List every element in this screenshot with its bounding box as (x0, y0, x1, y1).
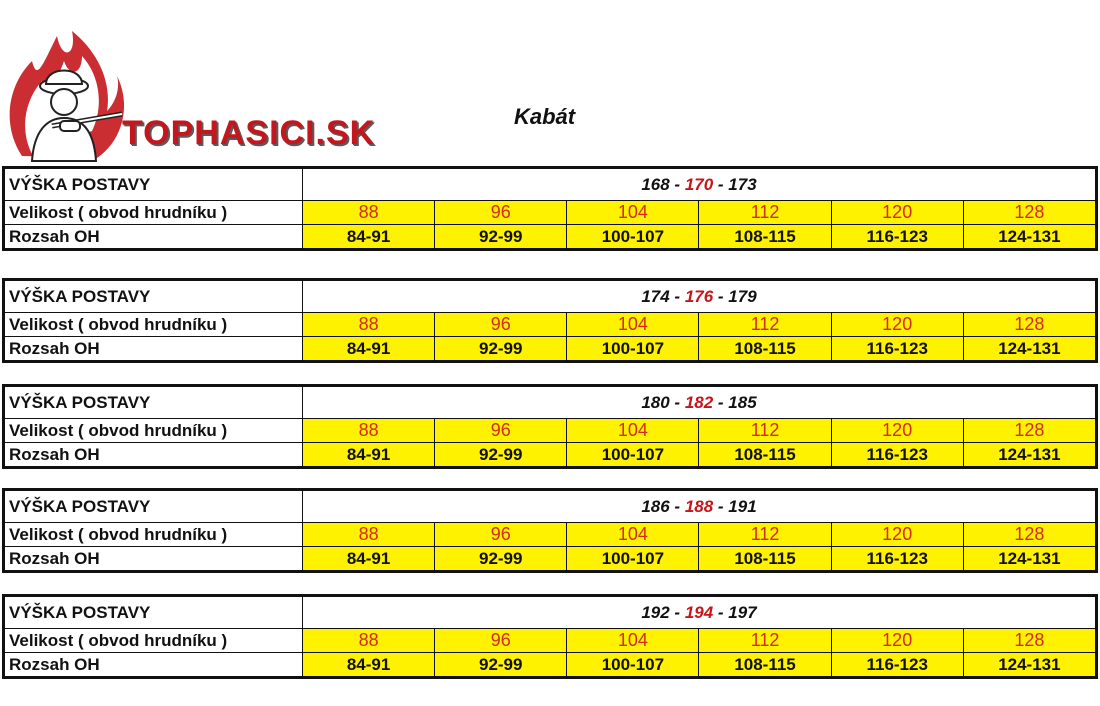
size-row (5, 201, 1096, 225)
oh-range-value: 116-123 (831, 653, 963, 677)
size-value: 104 (567, 629, 699, 653)
size-label: Velikost ( obvod hrudníku ) (5, 523, 303, 547)
size-value: 112 (699, 419, 831, 443)
size-label: Velikost ( obvod hrudníku ) (5, 313, 303, 337)
size-value: 128 (963, 523, 1095, 547)
height-row (5, 597, 1096, 629)
page-title: Kabát (514, 104, 576, 129)
size-table-grid (4, 280, 1096, 361)
size-value: 96 (435, 419, 567, 443)
size-value: 88 (303, 419, 435, 443)
size-value: 96 (435, 313, 567, 337)
size-value: 104 (567, 523, 699, 547)
oh-range-row (5, 443, 1096, 467)
size-row (5, 523, 1096, 547)
size-table-grid (4, 490, 1096, 571)
oh-range-value: 124-131 (963, 443, 1095, 467)
oh-range-value: 84-91 (303, 443, 435, 467)
oh-range-value: 100-107 (567, 547, 699, 571)
size-value: 104 (567, 313, 699, 337)
oh-range-row (5, 653, 1096, 677)
height-label: VÝŠKA POSTAVY (5, 169, 303, 201)
range-label: Rozsah OH (5, 225, 303, 249)
size-row (5, 313, 1096, 337)
size-table-4 (2, 488, 1098, 573)
oh-range-value: 84-91 (303, 653, 435, 677)
size-label: Velikost ( obvod hrudníku ) (5, 629, 303, 653)
height-high: - 179 (713, 286, 757, 306)
oh-range-value: 100-107 (567, 443, 699, 467)
oh-range-value: 116-123 (831, 547, 963, 571)
oh-range-value: 84-91 (303, 225, 435, 249)
size-value: 128 (963, 201, 1095, 225)
size-value: 96 (435, 523, 567, 547)
size-value: 120 (831, 313, 963, 337)
size-value: 112 (699, 313, 831, 337)
height-low: 192 - (641, 602, 685, 622)
size-table-grid (4, 596, 1096, 677)
oh-range-value: 124-131 (963, 225, 1095, 249)
height-range (303, 169, 1096, 201)
size-value: 120 (831, 629, 963, 653)
size-value: 120 (831, 419, 963, 443)
size-value: 88 (303, 523, 435, 547)
height-low: 168 - (641, 174, 685, 194)
brand-name: TOPHASICI.SK (122, 114, 376, 152)
size-table-2 (2, 278, 1098, 363)
oh-range-value: 100-107 (567, 337, 699, 361)
size-value: 96 (435, 629, 567, 653)
oh-range-value: 108-115 (699, 225, 831, 249)
range-label: Rozsah OH (5, 443, 303, 467)
height-mid: 188 (684, 496, 714, 516)
oh-range-value: 124-131 (963, 337, 1095, 361)
size-row (5, 629, 1096, 653)
size-row (5, 419, 1096, 443)
size-value: 112 (699, 201, 831, 225)
oh-range-value: 92-99 (435, 225, 567, 249)
oh-range-value: 92-99 (435, 337, 567, 361)
range-label: Rozsah OH (5, 653, 303, 677)
height-high: - 173 (713, 174, 757, 194)
oh-range-value: 108-115 (699, 443, 831, 467)
oh-range-value: 116-123 (831, 337, 963, 361)
oh-range-row (5, 547, 1096, 571)
size-value: 112 (699, 629, 831, 653)
oh-range-value: 124-131 (963, 653, 1095, 677)
oh-range-value: 108-115 (699, 653, 831, 677)
size-value: 128 (963, 313, 1095, 337)
range-label: Rozsah OH (5, 547, 303, 571)
oh-range-value: 116-123 (831, 443, 963, 467)
size-table-5 (2, 594, 1098, 679)
size-value: 120 (831, 201, 963, 225)
height-label: VÝŠKA POSTAVY (5, 281, 303, 313)
height-range (303, 387, 1096, 419)
brand-logo (2, 26, 412, 166)
size-value: 96 (435, 201, 567, 225)
height-mid: 194 (684, 602, 714, 622)
height-mid: 182 (684, 392, 714, 412)
size-value: 112 (699, 523, 831, 547)
size-value: 104 (567, 419, 699, 443)
oh-range-value: 84-91 (303, 547, 435, 571)
oh-range-row (5, 225, 1096, 249)
oh-range-value: 100-107 (567, 225, 699, 249)
size-label: Velikost ( obvod hrudníku ) (5, 201, 303, 225)
height-low: 174 - (641, 286, 685, 306)
size-value: 128 (963, 419, 1095, 443)
oh-range-value: 108-115 (699, 337, 831, 361)
height-range (303, 281, 1096, 313)
height-row (5, 169, 1096, 201)
oh-range-value: 100-107 (567, 653, 699, 677)
size-value: 88 (303, 313, 435, 337)
size-value: 88 (303, 201, 435, 225)
size-value: 104 (567, 201, 699, 225)
height-label: VÝŠKA POSTAVY (5, 387, 303, 419)
height-row (5, 281, 1096, 313)
height-low: 186 - (641, 496, 685, 516)
size-table-3 (2, 384, 1098, 469)
size-table-grid (4, 386, 1096, 467)
size-value: 120 (831, 523, 963, 547)
height-range (303, 597, 1096, 629)
oh-range-row (5, 337, 1096, 361)
oh-range-value: 92-99 (435, 443, 567, 467)
size-table-grid (4, 168, 1096, 249)
height-low: 180 - (641, 392, 685, 412)
oh-range-value: 84-91 (303, 337, 435, 361)
range-label: Rozsah OH (5, 337, 303, 361)
oh-range-value: 116-123 (831, 225, 963, 249)
height-row (5, 387, 1096, 419)
height-high: - 191 (713, 496, 757, 516)
oh-range-value: 92-99 (435, 653, 567, 677)
size-value: 88 (303, 629, 435, 653)
oh-range-value: 92-99 (435, 547, 567, 571)
height-high: - 185 (713, 392, 757, 412)
size-label: Velikost ( obvod hrudníku ) (5, 419, 303, 443)
firefighter-logo-icon (2, 26, 132, 166)
height-label: VÝŠKA POSTAVY (5, 597, 303, 629)
height-row (5, 491, 1096, 523)
size-value: 128 (963, 629, 1095, 653)
height-mid: 176 (684, 286, 714, 306)
size-table-1 (2, 166, 1098, 251)
height-label: VÝŠKA POSTAVY (5, 491, 303, 523)
oh-range-value: 108-115 (699, 547, 831, 571)
height-range (303, 491, 1096, 523)
oh-range-value: 124-131 (963, 547, 1095, 571)
height-high: - 197 (713, 602, 757, 622)
height-mid: 170 (684, 174, 714, 194)
